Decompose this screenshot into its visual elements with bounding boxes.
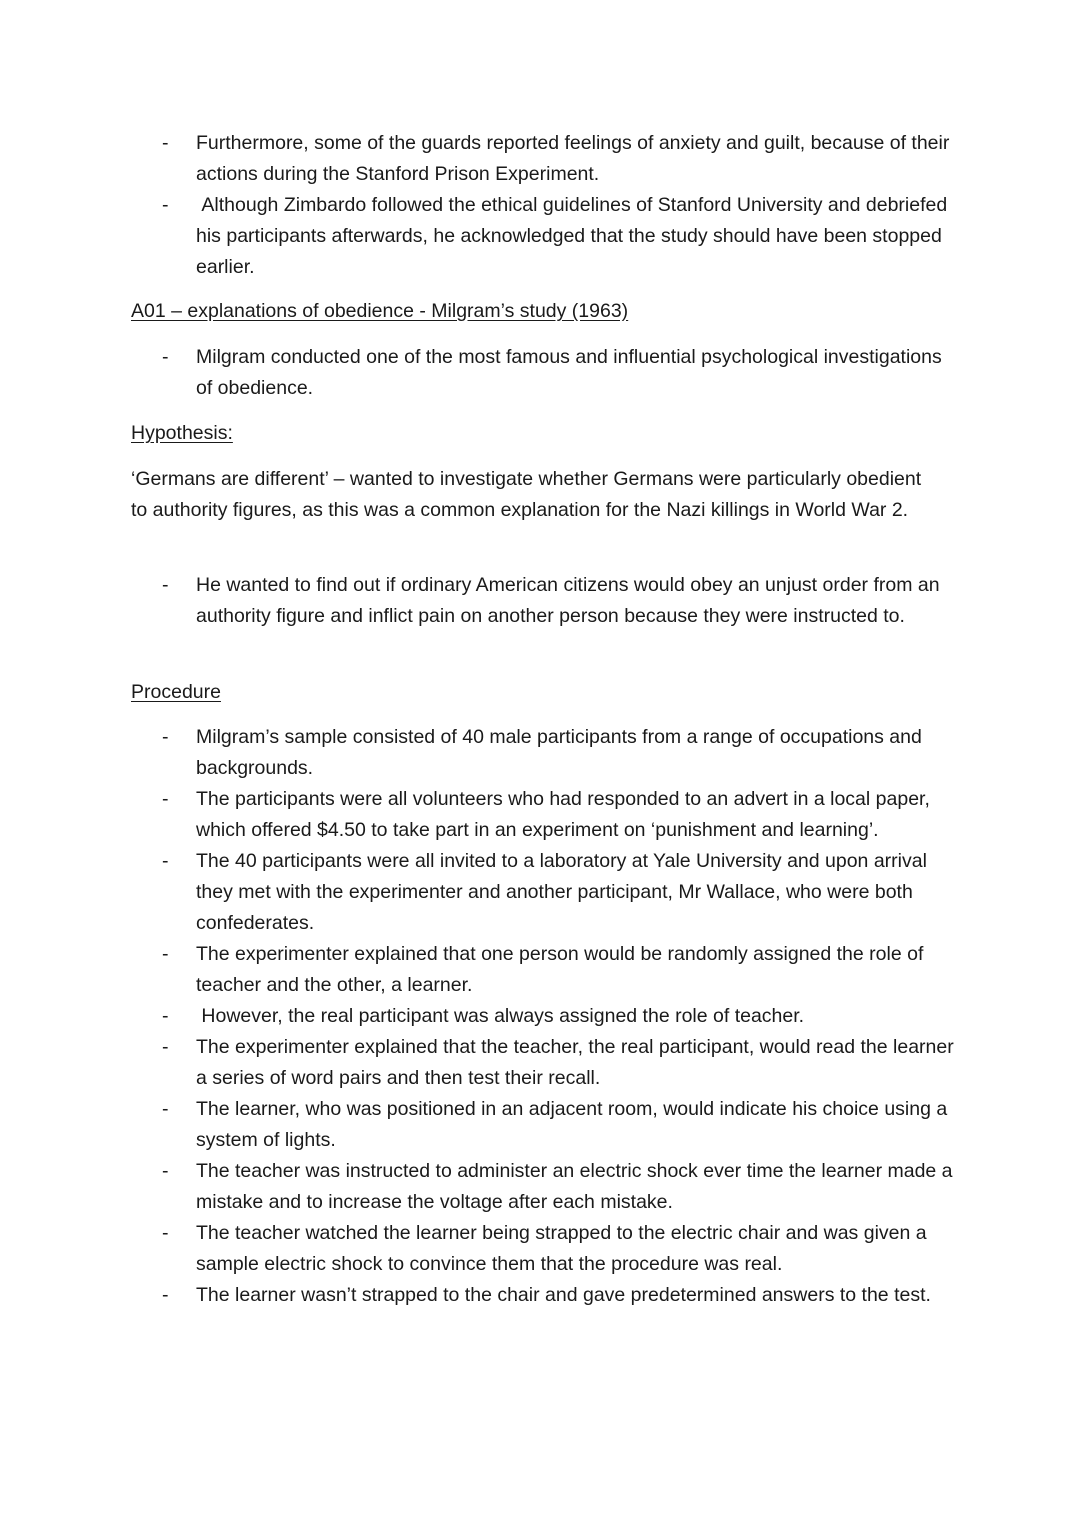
bullet-dash: - [162, 574, 169, 596]
section-heading: A01 – explanations of obedience - Milgram’s study (1963) [131, 300, 629, 322]
intro-bullet-list [0, 342, 1080, 404]
list-item [0, 1280, 1080, 1311]
list-item [0, 128, 1080, 190]
bullet-text: The experimenter explained that one person would be randomly assigned the role of teacher and the other, a learner. [196, 943, 924, 996]
bullet-dash: - [162, 788, 169, 810]
bullet-text: The learner wasn’t strapped to the chair and gave predetermined answers to the test. [196, 1284, 931, 1306]
procedure-bullet-list [0, 722, 1080, 1311]
bullet-dash: - [162, 1098, 169, 1120]
bullet-text: Although Zimbardo followed the ethical guidelines of Stanford University and debriefed his participants afterwards, he acknowledged that the study should have been stopped earlier. [196, 194, 953, 278]
bullet-dash: - [162, 132, 169, 154]
hypothesis-heading: Hypothesis: [131, 422, 233, 444]
bullet-text: The experimenter explained that the teacher, the real participant, would read the learner a series of word pairs and then test their recall. [196, 1036, 954, 1089]
hypothesis-paragraph: ‘Germans are different’ – wanted to investigate whether Germans were particularly obedient to authority figures, as this was a common explanation for the Nazi killings in World War 2. [131, 468, 922, 521]
bullet-dash: - [162, 1284, 169, 1306]
procedure-heading: Procedure [131, 681, 221, 703]
bullet-text: The participants were all volunteers who had responded to an advert in a local paper, which offered $4.50 to take part in an experiment on ‘punishment and learning’. [196, 788, 930, 841]
list-item [0, 1156, 1080, 1218]
top-bullet-list [0, 128, 1080, 283]
bullet-text: The 40 participants were all invited to a laboratory at Yale University and upon arrival they met with the experimenter and another participant, Mr Wallace, who were both confederates. [196, 850, 927, 934]
bullet-text: However, the real participant was always assigned the role of teacher. [196, 1005, 805, 1027]
bullet-text: He wanted to find out if ordinary American citizens would obey an unjust order from an authority figure and inflict pain on another person because they were instructed to. [196, 574, 940, 627]
bullet-text: Milgram conducted one of the most famous and influential psychological investigations of obedience. [196, 346, 942, 399]
bullet-dash: - [162, 850, 169, 872]
hypothesis-bullet-list [0, 570, 1080, 632]
bullet-dash: - [162, 1222, 169, 1244]
bullet-dash: - [162, 726, 169, 748]
list-item [0, 784, 1080, 846]
list-item [0, 1094, 1080, 1156]
bullet-text: The teacher watched the learner being strapped to the electric chair and was given a sample electric shock to convince them that the procedure was real. [196, 1222, 927, 1275]
list-item [0, 342, 1080, 404]
bullet-dash: - [162, 1005, 169, 1027]
bullet-text: The teacher was instructed to administer an electric shock ever time the learner made a mistake and to increase the voltage after each mistake. [196, 1160, 953, 1213]
list-item [0, 190, 1080, 283]
bullet-text: Furthermore, some of the guards reported feelings of anxiety and guilt, because of their actions during the Stanford Prison Experiment. [196, 132, 950, 185]
bullet-dash: - [162, 346, 169, 368]
bullet-dash: - [162, 194, 169, 216]
list-item [0, 1001, 1080, 1032]
list-item [0, 1218, 1080, 1280]
list-item [0, 846, 1080, 939]
list-item [0, 939, 1080, 1001]
list-item [0, 722, 1080, 784]
list-item [0, 570, 1080, 632]
bullet-dash: - [162, 943, 169, 965]
bullet-dash: - [162, 1160, 169, 1182]
list-item [0, 1032, 1080, 1094]
bullet-dash: - [162, 1036, 169, 1058]
bullet-text: The learner, who was positioned in an adjacent room, would indicate his choice using a system of lights. [196, 1098, 948, 1151]
bullet-text: Milgram’s sample consisted of 40 male participants from a range of occupations and backgrounds. [196, 726, 922, 779]
